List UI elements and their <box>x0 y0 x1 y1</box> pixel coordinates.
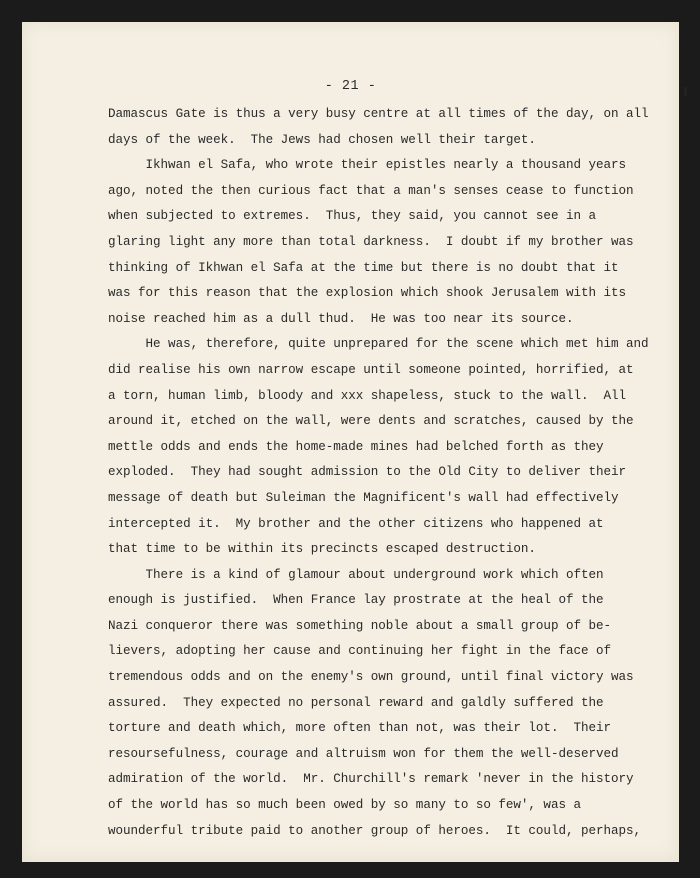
text-line: when subjected to extremes. Thus, they said, you cannot see in a <box>108 209 596 224</box>
text-line: intercepted it. My brother and the other citizens who happened at <box>108 516 604 531</box>
text-line: noise reached him as a dull thud. He was too near its source. <box>108 311 574 326</box>
text-line: message of death but Suleiman the Magnificent's wall had effectively <box>108 490 619 505</box>
text-line: Nazi conqueror there was something noble about a small group of be- <box>108 618 612 633</box>
body-text <box>108 102 668 844</box>
text-line: lievers, adopting her cause and continuing her fight in the face of <box>108 644 612 659</box>
text-line: mettle odds and ends the home-made mines had belched forth as they <box>108 439 604 454</box>
text-line: thinking of Ikhwan el Safa at the time but there is no doubt that it <box>108 260 619 275</box>
page-number: - 21 - <box>324 79 377 94</box>
text-line: He was, therefore, quite unprepared for the scene which met him and <box>108 337 649 352</box>
text-line: a torn, human limb, bloody and xxx shapeless, stuck to the wall. All <box>108 388 627 403</box>
text-line: was for this reason that the explosion which shook Jerusalem with its <box>108 286 627 301</box>
text-line: There is a kind of glamour about underground work which often <box>108 567 604 582</box>
margin-mark <box>684 87 687 96</box>
text-line: Ikhwan el Safa, who wrote their epistles nearly a thousand years <box>108 158 627 173</box>
text-line: tremendous odds and on the enemy's own ground, until final victory was <box>108 670 634 685</box>
text-line: resoursefulness, courage and altruism won for them the well-deserved <box>108 746 619 761</box>
text-line: assured. They expected no personal reward and galdly suffered the <box>108 695 604 710</box>
text-line: of the world has so much been owed by so many to so few', was a <box>108 798 581 813</box>
typewritten-page <box>22 22 679 862</box>
text-line: torture and death which, more often than not, was their lot. Their <box>108 721 612 736</box>
text-line: exploded. They had sought admission to the Old City to deliver their <box>108 465 627 480</box>
text-line: around it, etched on the wall, were dents and scratches, caused by the <box>108 414 634 429</box>
text-line: glaring light any more than total darkness. I doubt if my brother was <box>108 234 634 249</box>
text-line: ago, noted the then curious fact that a man's senses cease to function <box>108 183 634 198</box>
text-line: did realise his own narrow escape until someone pointed, horrified, at <box>108 362 634 377</box>
text-line: that time to be within its precincts escaped destruction. <box>108 542 536 557</box>
text-line: wounderful tribute paid to another group of heroes. It could, perhaps, <box>108 823 642 838</box>
text-line: enough is justified. When France lay prostrate at the heal of the <box>108 593 604 608</box>
text-line: days of the week. The Jews had chosen well their target. <box>108 132 536 147</box>
text-line: Damascus Gate is thus a very busy centre at all times of the day, on all <box>108 107 649 121</box>
text-line: admiration of the world. Mr. Churchill's remark 'never in the history <box>108 772 634 787</box>
